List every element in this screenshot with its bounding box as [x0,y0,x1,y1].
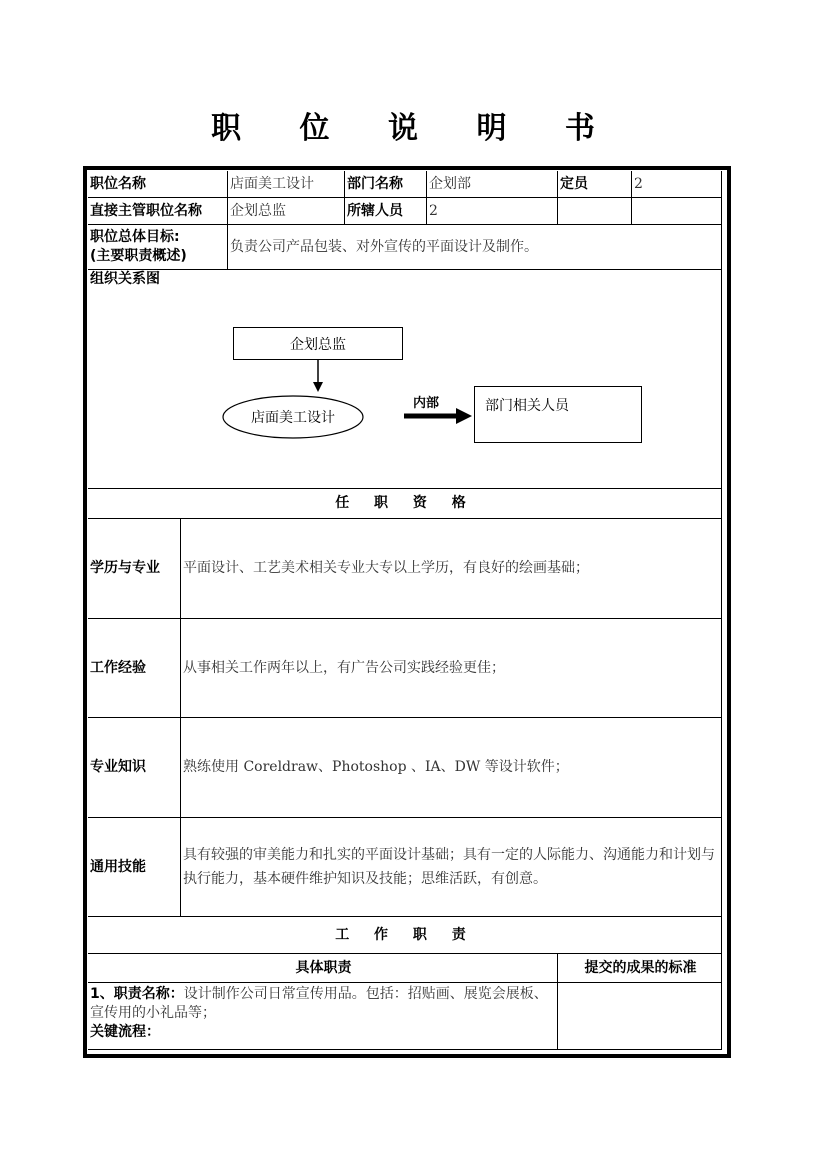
subordinates-value: 2 [427,198,558,225]
duty-item-1 [88,983,558,1050]
org-arrow-label: 内部 [413,396,440,411]
process-label: 关键流程： [90,1024,160,1040]
qual-text: 熟练使用 Coreldraw、Photoshop 、IA、DW 等设计软件； [181,718,722,818]
duty-name-label: 1、职责名称： [90,986,184,1002]
results-col-header: 提交的成果的标准 [558,954,722,983]
page-title: 职 位 说 明 书 [211,111,619,146]
org-chart-label: 组织关系图 [88,270,722,489]
qual-label: 通用技能 [88,818,181,917]
goal-value: 负责公司产品包装、对外宣传的平面设计及制作。 [228,225,722,270]
supervisor-label: 直接主管职位名称 [88,198,228,225]
qual-label: 学历与专业 [88,519,181,619]
dept-label: 部门名称 [345,171,427,198]
org-node-peer: 部门相关人员 [474,386,642,443]
dept-value: 企划部 [427,171,558,198]
duties-heading: 工 作 职 责 [88,917,722,954]
goal-label-line1: 职位总体目标: [90,229,180,245]
quota-label: 定员 [558,171,632,198]
duties-col-header: 具体职责 [88,954,558,983]
org-node-self: 店面美工设计 [251,410,335,426]
position-value: 店面美工设计 [228,171,345,198]
org-connectors [0,0,830,500]
duty-text: 设计制作公司日常宣传用品。包括：招贴画、展览会展板、宣传用的小礼品等； [90,986,548,1021]
qual-text: 具有较强的审美能力和扎实的平面设计基础；具有一定的人际能力、沟通能力和计划与执行能力，基本硬件维护知识及技能；思维活跃，有创意。 [181,818,722,917]
qual-label: 专业知识 [88,718,181,818]
result-standard-cell [558,983,722,1050]
supervisor-value: 企划总监 [228,198,345,225]
qual-text: 从事相关工作两年以上，有广告公司实践经验更佳； [181,619,722,718]
qualifications-heading: 任 职 资 格 [88,489,722,519]
goal-label-line2: (主要职责概述) [90,248,187,264]
position-label: 职位名称 [88,171,228,198]
qual-label: 工作经验 [88,619,181,718]
quota-value: 2 [632,171,722,198]
subordinates-label: 所辖人员 [345,198,427,225]
org-node-top: 企划总监 [233,327,403,360]
qual-text: 平面设计、工艺美术相关专业大专以上学历，有良好的绘画基础； [181,519,722,619]
